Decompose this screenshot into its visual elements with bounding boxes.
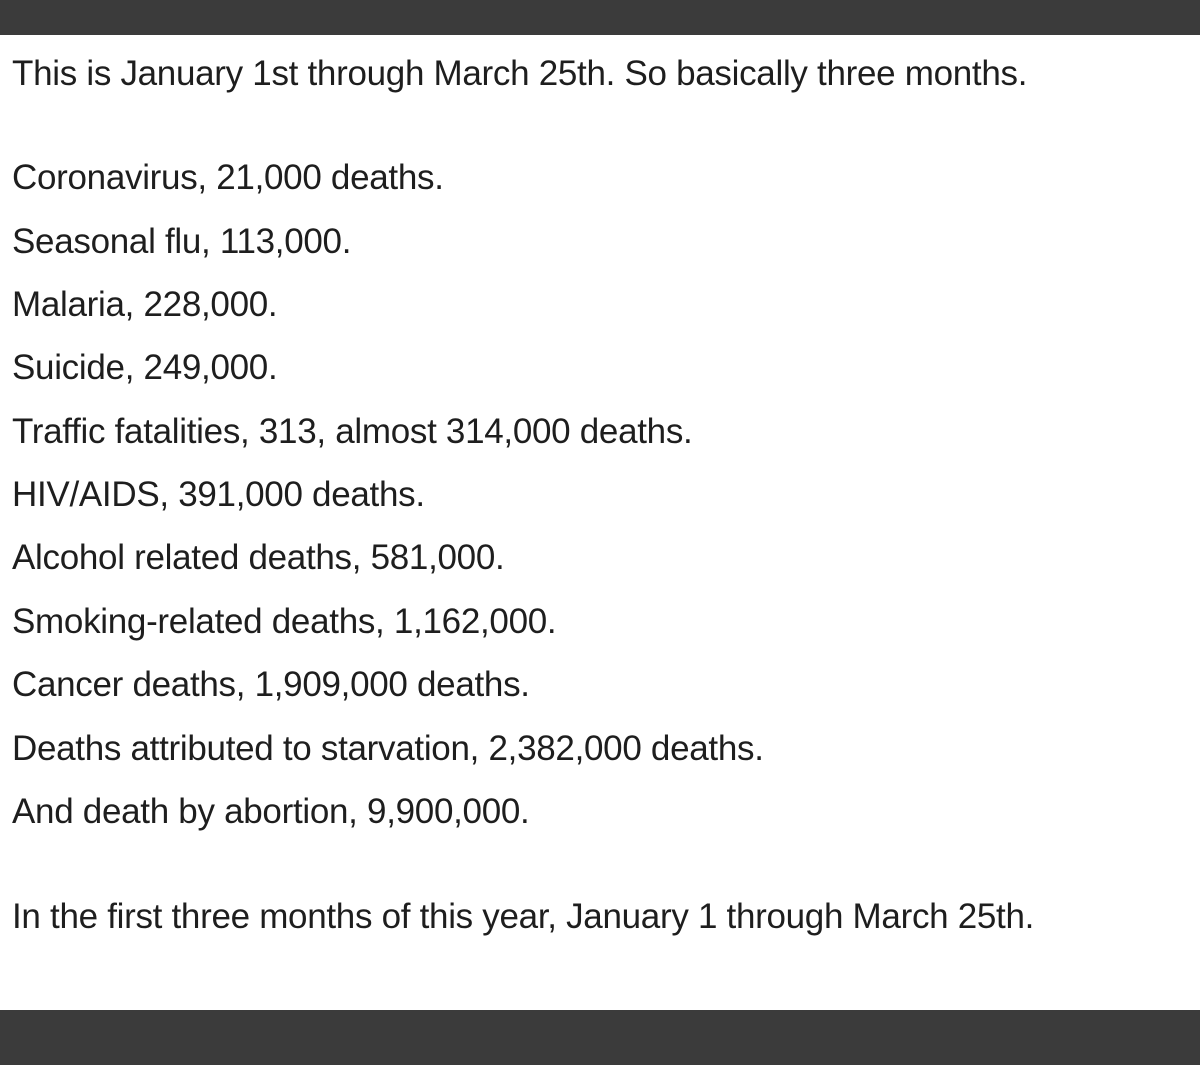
list-item: HIV/AIDS, 391,000 deaths. [12,475,425,514]
summary-paragraph: In the first three months of this year, January 1 through March 25th. [12,897,1035,936]
intro-paragraph: This is January 1st through March 25th. So basically three months. [12,54,1028,93]
list-item: Suicide, 249,000. [12,348,278,387]
list-item: Seasonal flu, 113,000. [12,222,352,261]
list-item: And death by abortion, 9,900,000. [12,792,530,831]
list-item: Cancer deaths, 1,909,000 deaths. [12,665,530,704]
bottom-dark-bar [0,1010,1200,1065]
list-item: Alcohol related deaths, 581,000. [12,538,505,577]
transcript-content [12,0,1192,1010]
list-item: Traffic fatalities, 313, almost 314,000 deaths. [12,412,693,451]
list-item: Deaths attributed to starvation, 2,382,000 deaths. [12,729,764,768]
list-item: Malaria, 228,000. [12,285,278,324]
list-item: Coronavirus, 21,000 deaths. [12,158,444,197]
list-item: Smoking-related deaths, 1,162,000. [12,602,557,641]
